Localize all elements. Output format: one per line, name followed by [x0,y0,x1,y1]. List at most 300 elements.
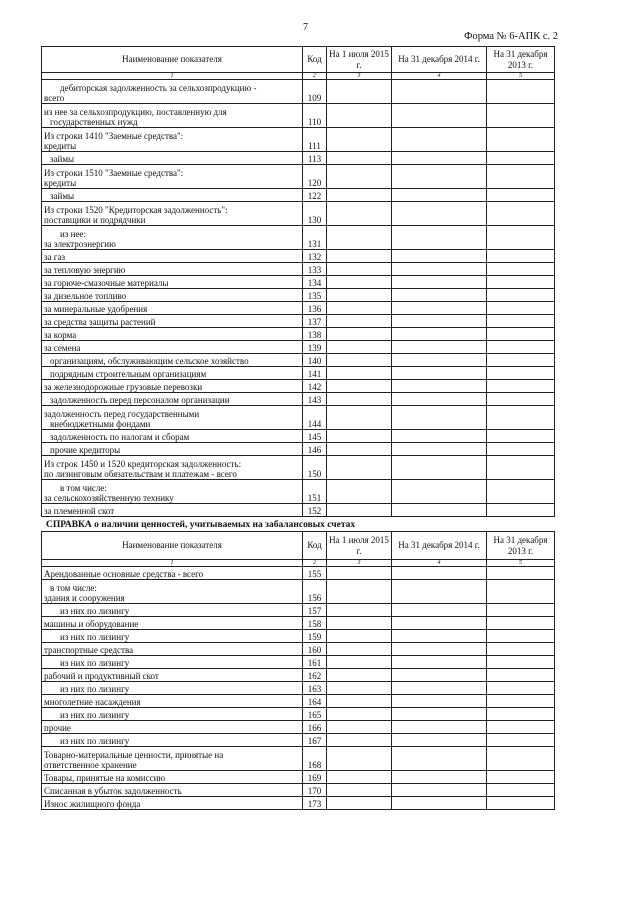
indicator-line: Из строки 1520 "Кредиторская задолженность": [44,205,228,215]
indicator-line: за горюче-смазочные материалы [44,278,169,288]
indicator-line: за сельскохозяйственную технику [44,493,174,503]
value-jul-2015[interactable] [327,747,392,771]
value-dec-2014[interactable] [392,443,487,456]
value-dec-2013[interactable] [487,104,555,128]
table-row [42,747,555,771]
indicator-line: машины и оборудование [44,619,139,629]
value-dec-2013[interactable] [487,128,555,152]
indicator-line: всего [44,93,65,103]
value-jul-2015[interactable] [327,380,392,393]
table-row [42,721,555,734]
value-dec-2013[interactable] [487,771,555,784]
indicator-line: здания и сооружения [44,593,125,603]
value-dec-2013[interactable] [487,380,555,393]
value-dec-2014[interactable] [392,656,487,669]
indicator-name [42,643,303,656]
indicator-line: за семена [44,343,81,353]
column-number-row [42,560,555,567]
indicator-line: Списанная в убыток задолженность [44,786,182,796]
value-jul-2015[interactable] [327,128,392,152]
indicator-name [42,771,303,784]
row-code: 137 [303,315,327,328]
table-row [42,580,555,604]
indicator-line: по лизинговым обязательствам и платежам - всего [44,469,237,479]
header-code: Код [303,532,327,560]
table-row [42,708,555,721]
row-code: 170 [303,784,327,797]
value-dec-2013[interactable] [487,708,555,721]
value-dec-2013[interactable] [487,604,555,617]
indicator-name [42,708,303,721]
value-jul-2015[interactable] [327,771,392,784]
value-jul-2015[interactable] [327,189,392,202]
value-dec-2014[interactable] [392,480,487,504]
value-jul-2015[interactable] [327,393,392,406]
value-jul-2015[interactable] [327,202,392,226]
value-dec-2014[interactable] [392,315,487,328]
indicator-line: Из строки 1410 "Заемные средства": [44,131,184,141]
header-col2: На 31 декабря 2014 г. [392,532,487,560]
table-row [42,797,555,810]
column-number-row [42,73,555,80]
value-dec-2013[interactable] [487,656,555,669]
row-code: 143 [303,393,327,406]
table-row [42,104,555,128]
value-jul-2015[interactable] [327,250,392,263]
row-code: 131 [303,226,327,250]
table-row [42,289,555,302]
indicator-line: рабочий и продуктивный скот [44,671,159,681]
indicator-name [42,276,303,289]
value-jul-2015[interactable] [327,406,392,430]
value-dec-2014[interactable] [392,580,487,604]
value-jul-2015[interactable] [327,315,392,328]
value-dec-2014[interactable] [392,630,487,643]
row-code: 151 [303,480,327,504]
row-code: 166 [303,721,327,734]
indicator-line: за железнодорожные грузовые перевозки [44,382,203,392]
value-dec-2013[interactable] [487,165,555,189]
row-code: 120 [303,165,327,189]
row-code: 146 [303,443,327,456]
value-dec-2013[interactable] [487,367,555,380]
value-jul-2015[interactable] [327,289,392,302]
value-dec-2013[interactable] [487,354,555,367]
table-row [42,302,555,315]
value-dec-2013[interactable] [487,580,555,604]
value-dec-2013[interactable] [487,80,555,104]
value-dec-2014[interactable] [392,152,487,165]
row-code: 157 [303,604,327,617]
row-code: 150 [303,456,327,480]
column-number: 1 [42,73,303,80]
value-jul-2015[interactable] [327,682,392,695]
indicator-name [42,430,303,443]
column-number: 3 [327,560,392,567]
value-jul-2015[interactable] [327,341,392,354]
value-dec-2014[interactable] [392,380,487,393]
indicator-name [42,393,303,406]
value-dec-2014[interactable] [392,354,487,367]
value-jul-2015[interactable] [327,504,392,517]
table-row [42,630,555,643]
row-code: 132 [303,250,327,263]
indicator-name [42,328,303,341]
indicator-name [42,682,303,695]
table-row [42,367,555,380]
value-jul-2015[interactable] [327,721,392,734]
header-col1: На 1 июля 2015 г. [327,532,392,560]
value-jul-2015[interactable] [327,328,392,341]
indicator-line: прочие кредиторы [50,445,121,455]
indicator-line: за газ [44,252,66,262]
table-row [42,276,555,289]
indicator-name [42,406,303,430]
indicator-line: Арендованные основные средства - всего [44,569,204,579]
row-code: 130 [303,202,327,226]
value-dec-2014[interactable] [392,643,487,656]
indicator-line: займы [50,191,75,201]
row-code: 111 [303,128,327,152]
indicator-line: поставщики и подрядчики [44,215,146,225]
value-dec-2013[interactable] [487,643,555,656]
header-col1: На 1 июля 2015 г. [327,47,392,73]
table-row [42,80,555,104]
value-dec-2014[interactable] [392,289,487,302]
indicator-line: задолженность по налогам и сборам [50,432,190,442]
value-dec-2014[interactable] [392,784,487,797]
page-number: 7 [303,22,308,33]
indicator-name [42,443,303,456]
value-dec-2013[interactable] [487,226,555,250]
indicator-line: организациям, обслуживающим сельское хозяйство [50,356,249,366]
indicator-name [42,367,303,380]
value-dec-2013[interactable] [487,152,555,165]
value-jul-2015[interactable] [327,656,392,669]
table-row [42,480,555,504]
value-dec-2014[interactable] [392,263,487,276]
indicator-line: внебюджетными фондами [50,419,151,429]
indicator-line: Из строк 1450 и 1520 кредиторская задолженность: [44,459,242,469]
value-dec-2013[interactable] [487,456,555,480]
value-dec-2013[interactable] [487,341,555,354]
value-dec-2013[interactable] [487,250,555,263]
table-row [42,226,555,250]
indicator-name [42,165,303,189]
table-row [42,456,555,480]
value-dec-2013[interactable] [487,734,555,747]
value-jul-2015[interactable] [327,480,392,504]
indicator-name [42,263,303,276]
indicator-line: за племенной скот [44,506,115,516]
value-jul-2015[interactable] [327,580,392,604]
indicator-name [42,734,303,747]
row-code: 161 [303,656,327,669]
value-dec-2014[interactable] [392,302,487,315]
table-row [42,643,555,656]
indicator-name [42,250,303,263]
value-dec-2014[interactable] [392,721,487,734]
row-code: 158 [303,617,327,630]
indicator-name [42,797,303,810]
value-dec-2013[interactable] [487,695,555,708]
value-dec-2014[interactable] [392,695,487,708]
value-dec-2014[interactable] [392,456,487,480]
value-jul-2015[interactable] [327,104,392,128]
value-dec-2014[interactable] [392,80,487,104]
table-row [42,315,555,328]
value-dec-2014[interactable] [392,104,487,128]
value-dec-2013[interactable] [487,276,555,289]
value-jul-2015[interactable] [327,643,392,656]
section-heading: СПРАВКА о наличии ценностей, учитываемых на забалансовых счетах [46,520,356,530]
indicator-line: из них по лизингу [60,684,130,694]
value-dec-2014[interactable] [392,708,487,721]
value-dec-2014[interactable] [392,567,487,580]
indicator-name [42,695,303,708]
form-label: Форма № 6-АПК с. 2 [464,31,558,42]
value-dec-2014[interactable] [392,406,487,430]
table-row [42,152,555,165]
indicator-name [42,669,303,682]
row-code: 136 [303,302,327,315]
value-dec-2014[interactable] [392,430,487,443]
header-col3: На 31 декабря 2013 г. [487,532,555,560]
row-code: 110 [303,104,327,128]
value-dec-2013[interactable] [487,189,555,202]
value-jul-2015[interactable] [327,695,392,708]
value-dec-2014[interactable] [392,617,487,630]
indicator-name [42,747,303,771]
column-number: 5 [487,560,555,567]
value-jul-2015[interactable] [327,263,392,276]
indicator-line: из них по лизингу [60,606,130,616]
indicator-name [42,567,303,580]
column-number: 4 [392,560,487,567]
table-row [42,443,555,456]
value-dec-2013[interactable] [487,504,555,517]
value-dec-2013[interactable] [487,393,555,406]
indicator-line: из них по лизингу [60,658,130,668]
value-jul-2015[interactable] [327,617,392,630]
column-number: 4 [392,73,487,80]
indicator-name [42,302,303,315]
value-dec-2014[interactable] [392,165,487,189]
value-dec-2014[interactable] [392,734,487,747]
row-code: 152 [303,504,327,517]
indicator-line: кредиты [44,178,77,188]
table-row [42,656,555,669]
row-code: 167 [303,734,327,747]
value-jul-2015[interactable] [327,604,392,617]
value-dec-2013[interactable] [487,430,555,443]
value-jul-2015[interactable] [327,443,392,456]
value-dec-2013[interactable] [487,328,555,341]
indicator-line: дебиторская задолженность за сельхозпродукцию - [60,83,257,93]
value-jul-2015[interactable] [327,152,392,165]
value-dec-2014[interactable] [392,669,487,682]
table-row [42,567,555,580]
row-code: 164 [303,695,327,708]
value-jul-2015[interactable] [327,165,392,189]
row-code: 145 [303,430,327,443]
value-dec-2014[interactable] [392,604,487,617]
indicator-line: за корма [44,330,77,340]
value-dec-2013[interactable] [487,202,555,226]
value-dec-2014[interactable] [392,128,487,152]
row-code: 165 [303,708,327,721]
value-dec-2013[interactable] [487,263,555,276]
value-dec-2014[interactable] [392,189,487,202]
value-jul-2015[interactable] [327,784,392,797]
header-col2: На 31 декабря 2014 г. [392,47,487,73]
value-jul-2015[interactable] [327,80,392,104]
table-header-row [42,532,555,560]
value-dec-2013[interactable] [487,289,555,302]
value-dec-2014[interactable] [392,682,487,695]
value-jul-2015[interactable] [327,430,392,443]
table-row [42,202,555,226]
row-code: 160 [303,643,327,656]
value-jul-2015[interactable] [327,734,392,747]
row-code: 144 [303,406,327,430]
table-row [42,784,555,797]
value-dec-2013[interactable] [487,617,555,630]
row-code: 163 [303,682,327,695]
indicator-name [42,504,303,517]
table-row [42,771,555,784]
indicator-name [42,480,303,504]
table-indicators [41,46,555,517]
value-dec-2014[interactable] [392,250,487,263]
value-jul-2015[interactable] [327,302,392,315]
table-row [42,604,555,617]
indicator-line: за тепловую энергию [44,265,126,275]
value-dec-2013[interactable] [487,315,555,328]
value-dec-2014[interactable] [392,747,487,771]
value-dec-2013[interactable] [487,567,555,580]
value-dec-2014[interactable] [392,276,487,289]
value-dec-2013[interactable] [487,406,555,430]
row-code: 134 [303,276,327,289]
value-dec-2013[interactable] [487,747,555,771]
value-dec-2014[interactable] [392,797,487,810]
row-code: 155 [303,567,327,580]
value-dec-2013[interactable] [487,302,555,315]
value-jul-2015[interactable] [327,456,392,480]
indicator-name [42,721,303,734]
table-row [42,189,555,202]
indicator-line: прочие [44,723,71,733]
value-jul-2015[interactable] [327,630,392,643]
column-number: 5 [487,73,555,80]
row-code: 156 [303,580,327,604]
value-jul-2015[interactable] [327,226,392,250]
column-number: 2 [303,560,327,567]
row-code: 162 [303,669,327,682]
table-row [42,406,555,430]
value-dec-2013[interactable] [487,669,555,682]
indicator-line: Товары, принятые на комиссию [44,773,166,783]
row-code: 168 [303,747,327,771]
indicator-line: за дизельное топливо [44,291,127,301]
value-jul-2015[interactable] [327,708,392,721]
indicator-line: из них по лизингу [60,736,130,746]
value-dec-2014[interactable] [392,367,487,380]
indicator-line: из них по лизингу [60,632,130,642]
indicator-line: Из строки 1510 "Заемные средства": [44,168,184,178]
table-row [42,250,555,263]
value-dec-2013[interactable] [487,721,555,734]
header-name: Наименование показателя [42,532,303,560]
value-dec-2013[interactable] [487,480,555,504]
table-row [42,669,555,682]
table-row [42,430,555,443]
indicator-line: из нее за сельхозпродукцию, поставленную для [44,107,227,117]
indicator-line: государственных нужд [50,117,138,127]
value-dec-2014[interactable] [392,771,487,784]
table-row [42,380,555,393]
value-jul-2015[interactable] [327,276,392,289]
row-code: 159 [303,630,327,643]
value-dec-2014[interactable] [392,202,487,226]
indicator-name [42,202,303,226]
table-header-row [42,47,555,73]
indicator-name [42,226,303,250]
indicator-name [42,456,303,480]
row-code: 133 [303,263,327,276]
value-dec-2014[interactable] [392,328,487,341]
value-jul-2015[interactable] [327,567,392,580]
indicator-name [42,315,303,328]
indicator-line: многолетние насаждения [44,697,141,707]
indicator-line: в том числе: [50,583,97,593]
table-row [42,393,555,406]
table-row [42,682,555,695]
table-row [42,617,555,630]
table-row [42,341,555,354]
value-jul-2015[interactable] [327,797,392,810]
indicator-name [42,354,303,367]
indicator-line: за электроэнергию [44,239,116,249]
value-dec-2013[interactable] [487,443,555,456]
column-number: 2 [303,73,327,80]
table-row [42,128,555,152]
value-jul-2015[interactable] [327,367,392,380]
indicator-line: в том числе: [60,483,107,493]
value-dec-2014[interactable] [392,393,487,406]
value-jul-2015[interactable] [327,669,392,682]
indicator-name [42,104,303,128]
value-dec-2014[interactable] [392,504,487,517]
value-dec-2013[interactable] [487,682,555,695]
row-code: 113 [303,152,327,165]
value-dec-2013[interactable] [487,797,555,810]
row-code: 122 [303,189,327,202]
value-dec-2014[interactable] [392,341,487,354]
value-dec-2014[interactable] [392,226,487,250]
indicator-name [42,380,303,393]
value-dec-2013[interactable] [487,784,555,797]
table-row [42,328,555,341]
row-code: 173 [303,797,327,810]
value-jul-2015[interactable] [327,354,392,367]
table-row [42,504,555,517]
row-code: 169 [303,771,327,784]
value-dec-2013[interactable] [487,630,555,643]
indicator-line: задолженность перед персоналом организации [50,395,230,405]
indicator-line: Товарно-материальные ценности, принятые на [44,750,224,760]
